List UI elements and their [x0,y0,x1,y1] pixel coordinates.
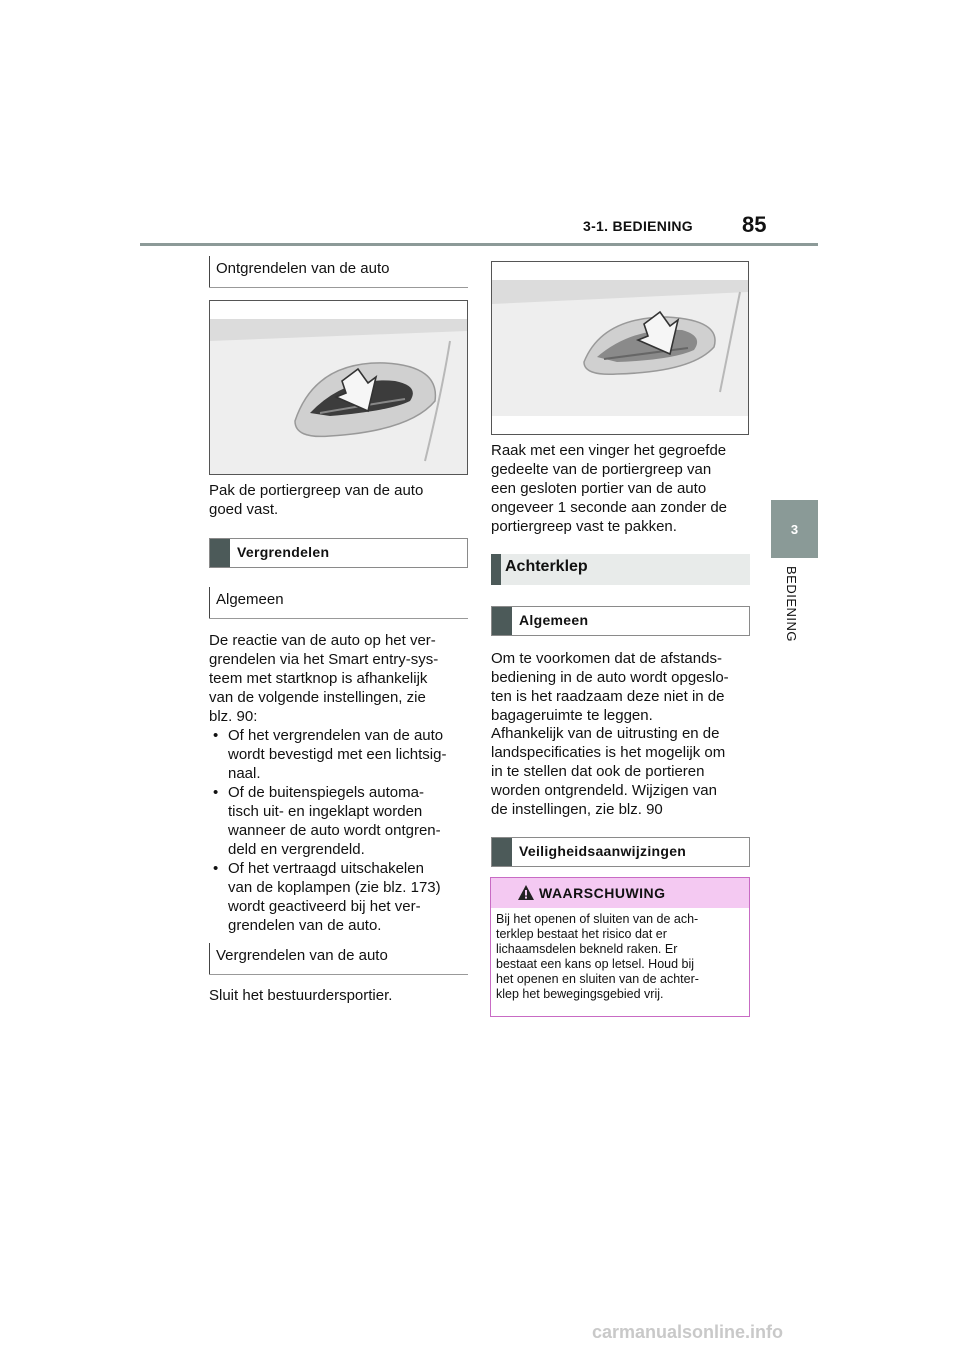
text-line: wanneer de auto wordt ontgren- [228,822,441,839]
text-line: De reactie van de auto op het ver- [209,632,436,649]
heading-box-general-text: Algemeen [519,612,589,628]
warning-text [496,912,742,1002]
warning-triangle-icon [517,884,535,901]
list-item [209,859,471,935]
warning-title: WAARSCHUWING [539,885,666,901]
paragraph-touch-handle [491,441,753,536]
paragraph-grip-handle [209,481,469,519]
text-line: bagageruimte te leggen. [491,707,653,724]
figure-door-handle-touch [491,261,749,435]
chapter-tab [771,500,818,558]
text-line: Afhankelijk van de uitrusting en de [491,725,720,742]
text-line: Raak met een vinger het gegroefde [491,442,727,459]
subheading-lock-car [209,943,468,975]
text-line: ongeveer 1 seconde aan zonder de [491,499,728,516]
text-line: Bij het openen of sluiten van de ach- [496,912,699,926]
settings-bullet-list [209,726,471,935]
page-number: 85 [742,212,767,237]
paragraph-lock-reaction [209,631,471,726]
text-line: grendelen van de auto. [228,917,382,934]
text-line: terklep bestaat het risico dat er [496,927,667,941]
text-line: teem met startknop is afhankelijk [209,670,428,687]
subheading-unlock [209,256,468,288]
text-line: deld en vergrendeld. [228,841,365,858]
paragraph-remote-key [491,649,755,725]
heading-box-safety-text: Veiligheidsaanwijzingen [519,843,687,859]
chapter-label: BEDIENING [784,566,799,643]
text-line: het openen en sluiten van de achter- [496,972,699,986]
text-line: grendelen via het Smart entry-sys- [209,651,439,668]
figure-door-handle-unlock [209,300,468,475]
text-line: naal. [228,765,261,782]
warning-header [491,878,749,908]
door-handle-touch-illustration [492,262,748,434]
text-line: goed vast. [209,501,279,518]
text-line: in te stellen dat ook de portieren [491,763,705,780]
text-line: blz. 90: [209,708,258,725]
text-line: Of het vergrendelen van de auto [228,727,444,744]
text-line: van de koplampen (zie blz. 173) [228,879,441,896]
watermark: carmanualsonline.info [592,1322,784,1342]
text-line: worden ontgrendeld. Wijzigen van [491,782,717,799]
subheading-lock-car-text: Vergrendelen van de auto [216,947,388,964]
text-line: klep het bewegingsgebied vrij. [496,987,664,1001]
paragraph-equipment [491,724,755,819]
heading-box-general [491,606,750,636]
text-line: Pak de portiergreep van de auto [209,482,424,499]
text-line: Of de buitenspiegels automa- [228,784,424,801]
heading-box-lock-text: Vergrendelen [237,544,330,560]
text-line: wordt bevestigd met een lichtsig- [228,746,447,763]
text-line: wordt geactiveerd bij het ver- [228,898,421,915]
heading-tailgate-text: Achterklep [505,558,588,575]
text-line: gedeelte van de portiergreep van [491,461,712,478]
warning-box [490,877,750,1017]
text-line: de instellingen, zie blz. 90 [491,801,663,818]
text-line: een gesloten portier van de auto [491,480,707,497]
text-line: bestaat een kans op letsel. Houd bij [496,957,695,971]
header-rule [140,243,818,246]
text-line: portiergreep vast te pakken. [491,518,677,535]
text-line: landspecificaties is het mogelijk om [491,744,726,761]
list-item [209,726,471,783]
subheading-unlock-text: Ontgrendelen van de auto [216,260,390,277]
list-item [209,783,471,859]
subheading-general-text: Algemeen [216,591,284,608]
door-handle-illustration [210,301,467,474]
text-line: Om te voorkomen dat de afstands- [491,650,722,667]
section-title: 3-1. BEDIENING [583,218,693,234]
heading-tailgate [491,554,750,585]
text-line: lichaamsdelen bekneld raken. Er [496,942,678,956]
chapter-number: 3 [790,521,799,537]
heading-box-safety [491,837,750,867]
text-line: Of het vertraagd uitschakelen [228,860,424,877]
text-line: bediening in de auto wordt opgeslo- [491,669,729,686]
heading-box-lock [209,538,468,568]
text-line: ten is het raadzaam deze niet in de [491,688,725,705]
subheading-general [209,587,468,619]
paragraph-close-door: Sluit het bestuurdersportier. [209,987,393,1004]
text-line: van de volgende instellingen, zie [209,689,426,706]
text-line: tisch uit- en ingeklapt worden [228,803,423,820]
